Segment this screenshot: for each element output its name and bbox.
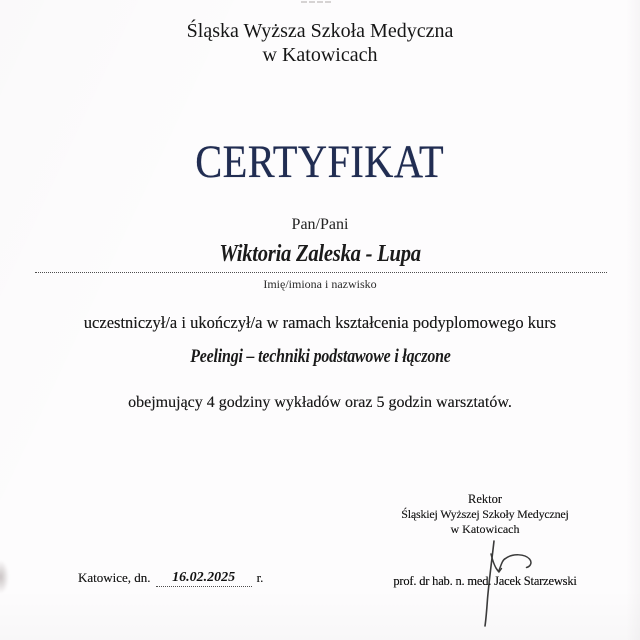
institution-name-line1: Śląska Wyższa Szkoła Medyczna [186, 20, 454, 42]
signer-name: prof. dr hab. n. med. Jacek Starzewski [393, 574, 577, 588]
institution-name-line2: w Katowicach [262, 44, 378, 66]
name-field-label: Imię/imiona i nazwisko [263, 277, 377, 291]
signatory-role-block [385, 492, 585, 537]
name-dotted-line [35, 272, 607, 273]
signatory-role-title: Rektor [467, 492, 503, 506]
body-text-line1: uczestniczył/a i ukończył/a w ramach kształcenia podyplomowego kurs [83, 313, 557, 332]
course-title-text: Peelingi – techniki podstawowe i łączone [189, 347, 451, 367]
course-title [0, 347, 640, 368]
date-suffix: r. [256, 570, 264, 585]
institution-header [0, 19, 640, 67]
salutation: Pan/Pani [291, 216, 349, 233]
scan-artifact-top [301, 1, 331, 3]
place-label: Katowice, dn. [78, 570, 151, 585]
signatory-role-city: w Katowicach [450, 522, 520, 536]
date-field: 16.02.2025 [156, 570, 252, 587]
certificate-title [0, 134, 640, 190]
certificate-title-text: CERTYFIKAT [195, 136, 445, 188]
body-text-line2: obejmujący 4 godziny wykładów oraz 5 godzin warsztatów. [128, 394, 512, 411]
recipient-name-text: Wiktoria Zaleska - Lupa [219, 241, 421, 267]
signatory-role-institution: Śląskiej Wyższej Szkoły Medycznej [401, 507, 569, 521]
recipient-name [0, 241, 640, 268]
date-place-row [78, 570, 263, 587]
scan-smudge-left [0, 560, 9, 594]
